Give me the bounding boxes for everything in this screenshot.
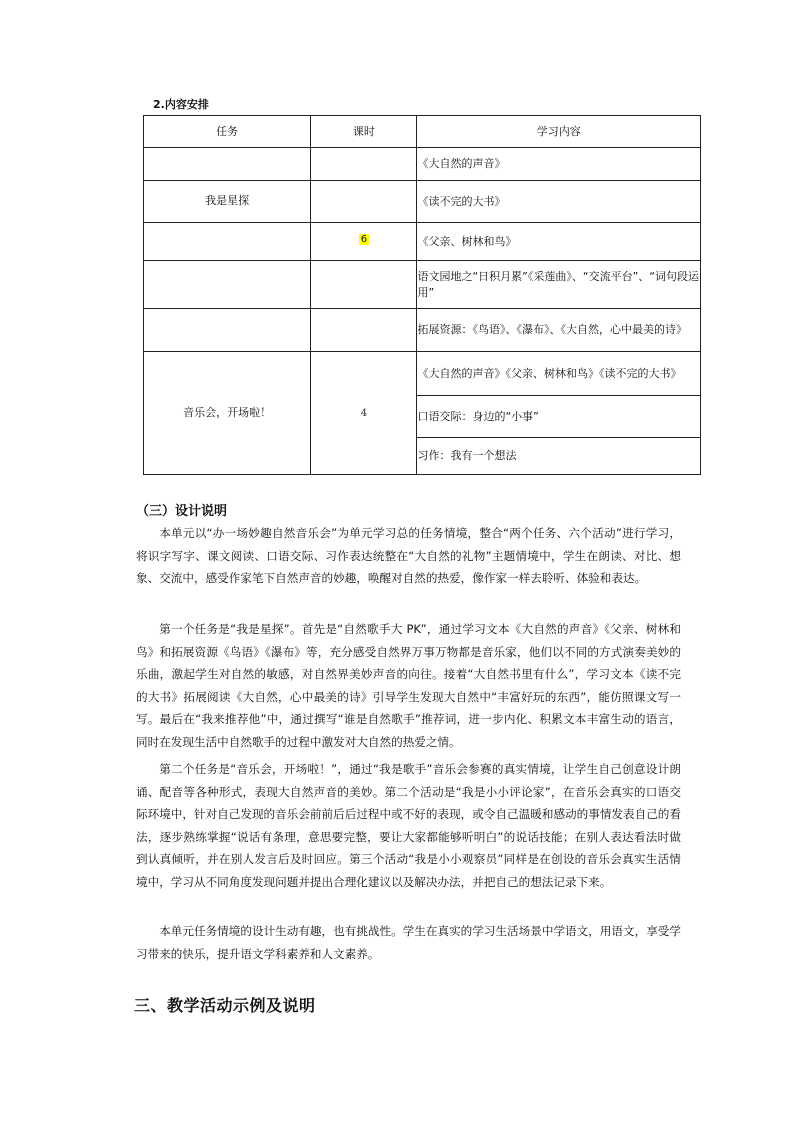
task-cell xyxy=(144,223,311,261)
content-cell: 《读不完的大书》 xyxy=(417,181,701,223)
content-cell: 口语交际：身边的“小事” xyxy=(417,396,701,438)
section-label: 2.内容安排 xyxy=(153,98,209,111)
header-hours: 课时 xyxy=(311,116,417,148)
task-name: 音乐会，开场啦！ xyxy=(183,406,272,419)
hours-cell xyxy=(311,148,417,181)
table-row xyxy=(144,309,701,352)
content-cell: 《大自然的声音》 xyxy=(417,148,701,181)
table-header-row xyxy=(144,116,701,148)
hours-cell xyxy=(311,181,417,245)
content-cell: 《大自然的声音》《父亲、树林和鸟》《读不完的大书》 xyxy=(417,352,701,396)
header-task: 任务 xyxy=(144,116,311,148)
content-cell: 《父亲、树林和鸟》 xyxy=(417,223,701,261)
task-name: 我是星探 xyxy=(205,194,250,207)
header-content: 学习内容 xyxy=(417,116,701,148)
section3-heading: 三、教学活动示例及说明 xyxy=(134,996,316,1015)
table-row xyxy=(144,181,701,223)
task-cell xyxy=(144,352,311,475)
hours-cell xyxy=(311,352,417,475)
content-cell: 语文园地之“日积月累”《采莲曲》、“交流平台”、“词句段运用” xyxy=(417,261,701,309)
table-row xyxy=(144,261,701,309)
task-cell xyxy=(144,261,311,309)
task-cell xyxy=(144,309,311,352)
hours-cell xyxy=(311,309,417,352)
task-cell xyxy=(144,148,311,181)
hours-value: 6 xyxy=(360,234,368,245)
paragraph: 本单元以“办一场妙趣自然音乐会”为单元学习总的任务情境，整合“两个任务、六个活动”进行学习，将识字写字、课文阅读、口语交际、习作表达统整在“大自然的礼物”主题情境中，学生在朗读、对比、想象、交流中，感受作家笔下自然声音的妙趣，唤醒对自然的热爱，像作家一样去聆听、体验和表达。 xyxy=(136,526,681,586)
paragraph: 第一个任务是“我是星探”。首先是“自然歌手大 PK”，通过学习文本《大自然的声音》《父亲、树林和鸟》和拓展资源《鸟语》《瀑布》等，充分感受自然界万事万物都是音乐家，他们以不同的方式演奏美妙的乐曲，激起学生对自然的敏感，对自然界美妙声音的向往。接着“大自然书里有什么”，学习文本《读不完的大书》拓展阅读《大自然，心中最美的诗》引导学生发现大自然中“丰富好玩的东西”，能仿照课文写一写。最后在“我来推荐他”中，通过撰写“谁是自然歌手”推荐词，进一步内化、积累文本丰富生动的语言，同时在发现生活中自然歌手的过程中激发对大自然的热爱之情。 xyxy=(136,622,681,749)
paragraph: 本单元任务情境的设计生动有趣，也有挑战性。学生在真实的学习生活场景中学语文，用语文，享受学习带来的快乐，提升语文学科素养和人文素养。 xyxy=(136,924,681,961)
table-row xyxy=(144,223,701,261)
hours-cell xyxy=(311,261,417,309)
hours-value: 4 xyxy=(360,407,368,419)
content-cell: 习作：我有一个想法 xyxy=(417,438,701,475)
paragraph: 第二个任务是“音乐会，开场啦！”，通过“我是歌手”音乐会参赛的真实情境，让学生自己创意设计朗诵、配音等各种形式，表现大自然声音的美妙。第二个活动是“我是小小评论家”，在音乐会真实的口语交际环境中，针对自己发现的音乐会前前后后过程中或不好的表现，或令自己温暖和感动的事情发表自己的看法，逐步熟练掌握“说话有条理，意思要完整，要让大家都能够听明白”的说话技能；在别人表达看法时做到认真倾听，并在别人发言后及时回应。第三个活动“我是小小观察员”同样是在创设的音乐会真实生活情境中，学习从不同角度发现问题并提出合理化建议以及解决办法，并把自己的想法记录下来。 xyxy=(136,762,681,889)
table-row xyxy=(144,352,701,396)
content-arrangement-table xyxy=(143,115,701,475)
task-cell xyxy=(144,181,311,223)
table-row xyxy=(144,148,701,181)
content-cell: 拓展资源：《鸟语》、《瀑布》、《大自然，心中最美的诗》 xyxy=(417,309,701,352)
design-heading: （三）设计说明 xyxy=(136,504,228,519)
